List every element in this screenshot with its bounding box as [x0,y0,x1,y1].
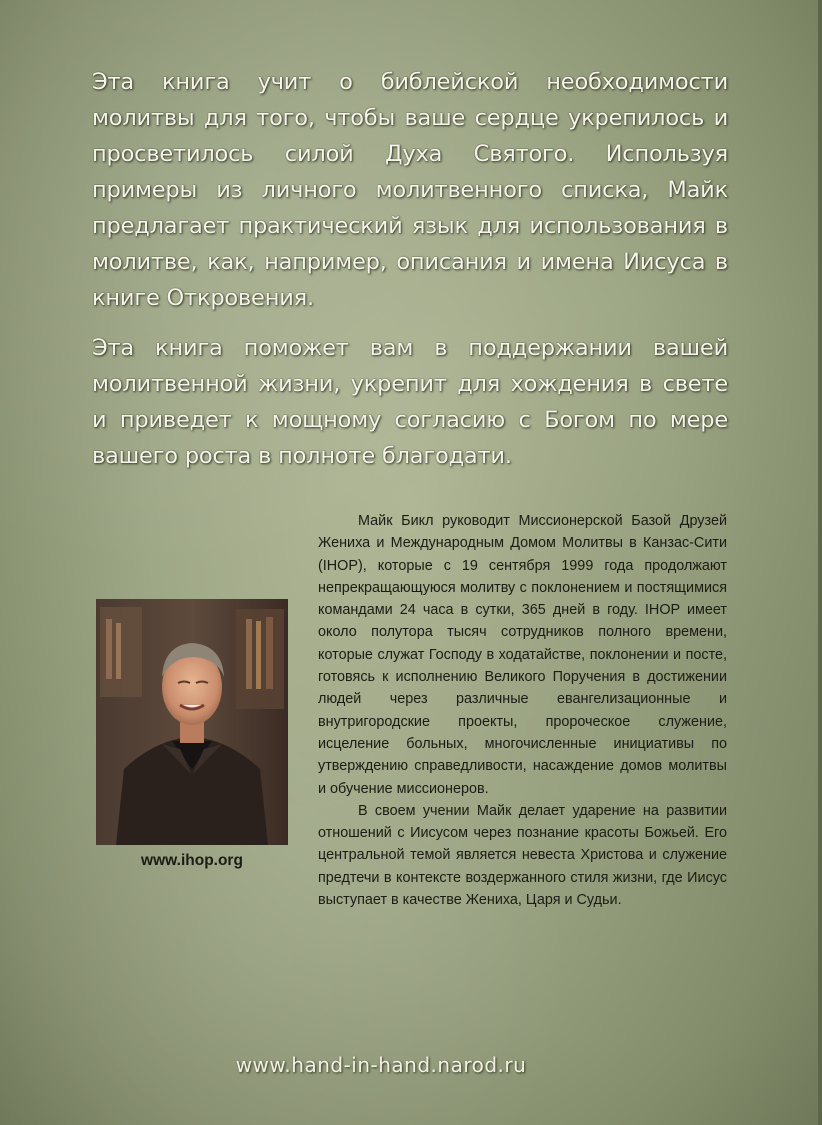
page-edge [818,0,822,1125]
bio-paragraph-2: В своем учении Майк делает ударение на развитии отношений с Иисусом через познание красоты Божьей. Его центральной темой является невеста Христова и служение предтечи в контексте воздержанного стиля жизни, где Иисус выступает в качестве Жениха, Царя и Судьи. [318,802,727,909]
intro-paragraph-1: Эта книга учит о библейской необходимости молитвы для того, чтобы ваше сердце укрепилось и просветилось силой Духа Святого. Используя примеры из личного молитвенного списка, Майк предлагает практический язык для использования в молитве, как, например, описания и имена Иисуса в книге Откровения. [92,69,728,311]
photo-caption: www.ihop.org [141,852,243,869]
footer-website-link[interactable]: www.hand-in-hand.narod.ru [235,1053,527,1077]
bio-paragraph-1: Майк Бикл руководит Миссионерской Базой Друзей Жениха и Международным Домом Молитвы в Канзас-Сити (IHOP), которые с 19 сентября 1999 года продолжают непрекращающуюся молитву с поклонением и постящимися командами 24 часа в сутки, 365 дней в году. IHOP имеет около полутора тысяч сотрудников полного времени, которые служат Господу в ходатайстве, поклонении и посте, готовясь к исполнению Великого Поручения в достижении людей через различные евангелизационные и внутригородские проекты, пророческое служение, исцеление больных, многочисленные инициативы по утверждению справедливости, насаждение домов молитвы и обучение миссионеров. [318,513,727,797]
author-bio [318,510,727,911]
intro-paragraph-2: Эта книга поможет вам в поддержании вашей молитвенной жизни, укрепит для хождения в свете и приведет к мощному согласию с Богом по мере вашего роста в полноте благодати. [92,335,728,469]
intro-text [92,64,728,488]
author-photo [96,599,288,845]
